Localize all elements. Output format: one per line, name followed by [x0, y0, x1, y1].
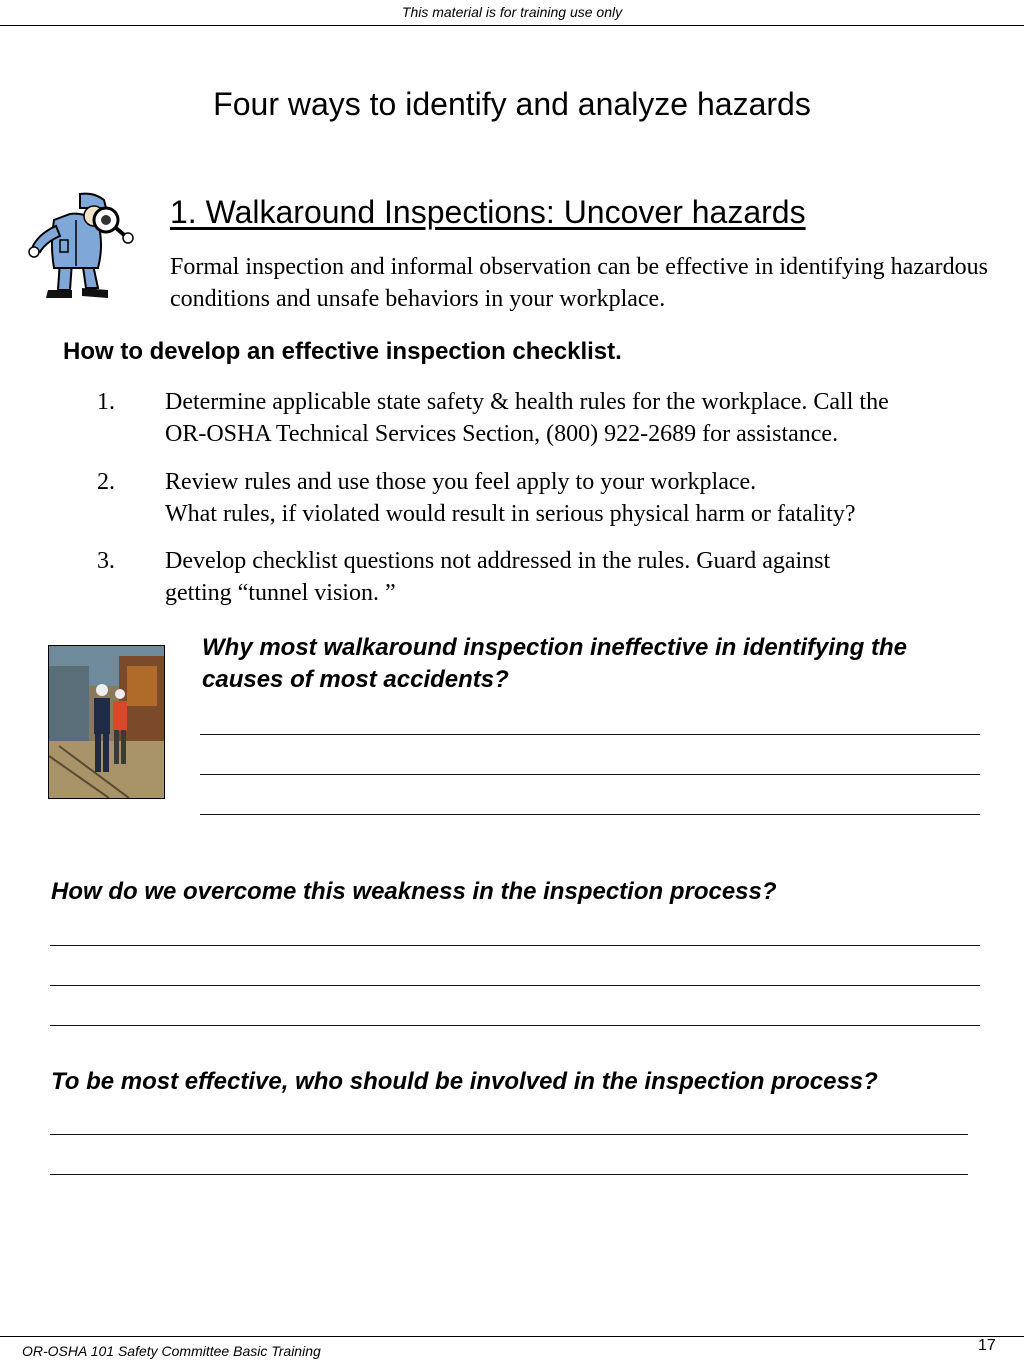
step-text — [165, 545, 1005, 609]
answer-line[interactable] — [50, 945, 980, 946]
step-number: 3. — [97, 548, 115, 574]
answer-line[interactable] — [50, 1134, 968, 1135]
answer-line[interactable] — [50, 1174, 968, 1175]
footer-course-title: OR-OSHA 101 Safety Committee Basic Training — [22, 1343, 321, 1359]
answer-line[interactable] — [200, 774, 980, 775]
step-line: Review rules and use those you feel apply to your workplace. — [165, 469, 757, 495]
answer-line[interactable] — [200, 734, 980, 735]
step-text — [165, 386, 1005, 450]
question-ineffective-inspection — [202, 632, 1002, 696]
section-heading: 1. Walkaround Inspections: Uncover hazards — [170, 194, 806, 230]
page-title: Four ways to identify and analyze hazards — [213, 86, 811, 122]
footer-divider — [0, 1336, 1024, 1337]
checklist-heading: How to develop an effective inspection checklist. — [63, 338, 622, 365]
question-who-involved: To be most effective, who should be involved in the inspection process? — [51, 1068, 878, 1095]
question-line: Why most walkaround inspection ineffective in identifying the — [202, 634, 907, 661]
header-divider — [0, 25, 1024, 26]
page-number: 17 — [978, 1337, 996, 1354]
section-intro: Formal inspection and informal observation can be effective in identifying hazardous conditions and unsafe behaviors in your workplace. — [170, 254, 988, 312]
detective-magnifier-icon — [20, 190, 140, 305]
answer-line[interactable] — [200, 814, 980, 815]
step-line: Develop checklist questions not addressed in the rules. Guard against — [165, 548, 831, 574]
answer-line[interactable] — [50, 1025, 980, 1026]
step-text — [165, 466, 1005, 530]
question-overcome-weakness: How do we overcome this weakness in the inspection process? — [51, 878, 777, 905]
step-line: Determine applicable state safety & health rules for the workplace. Call the — [165, 389, 889, 415]
step-line: getting “tunnel vision. ” — [165, 580, 396, 606]
step-number: 1. — [97, 389, 115, 415]
step-line: What rules, if violated would result in serious physical harm or fatality? — [165, 501, 856, 527]
step-number: 2. — [97, 469, 115, 495]
workers-walkaround-photo — [48, 645, 165, 799]
answer-line[interactable] — [50, 985, 980, 986]
question-line: causes of most accidents? — [202, 666, 509, 693]
header-note: This material is for training use only — [401, 4, 623, 20]
step-line: OR-OSHA Technical Services Section, (800) 922-2689 for assistance. — [165, 421, 839, 447]
